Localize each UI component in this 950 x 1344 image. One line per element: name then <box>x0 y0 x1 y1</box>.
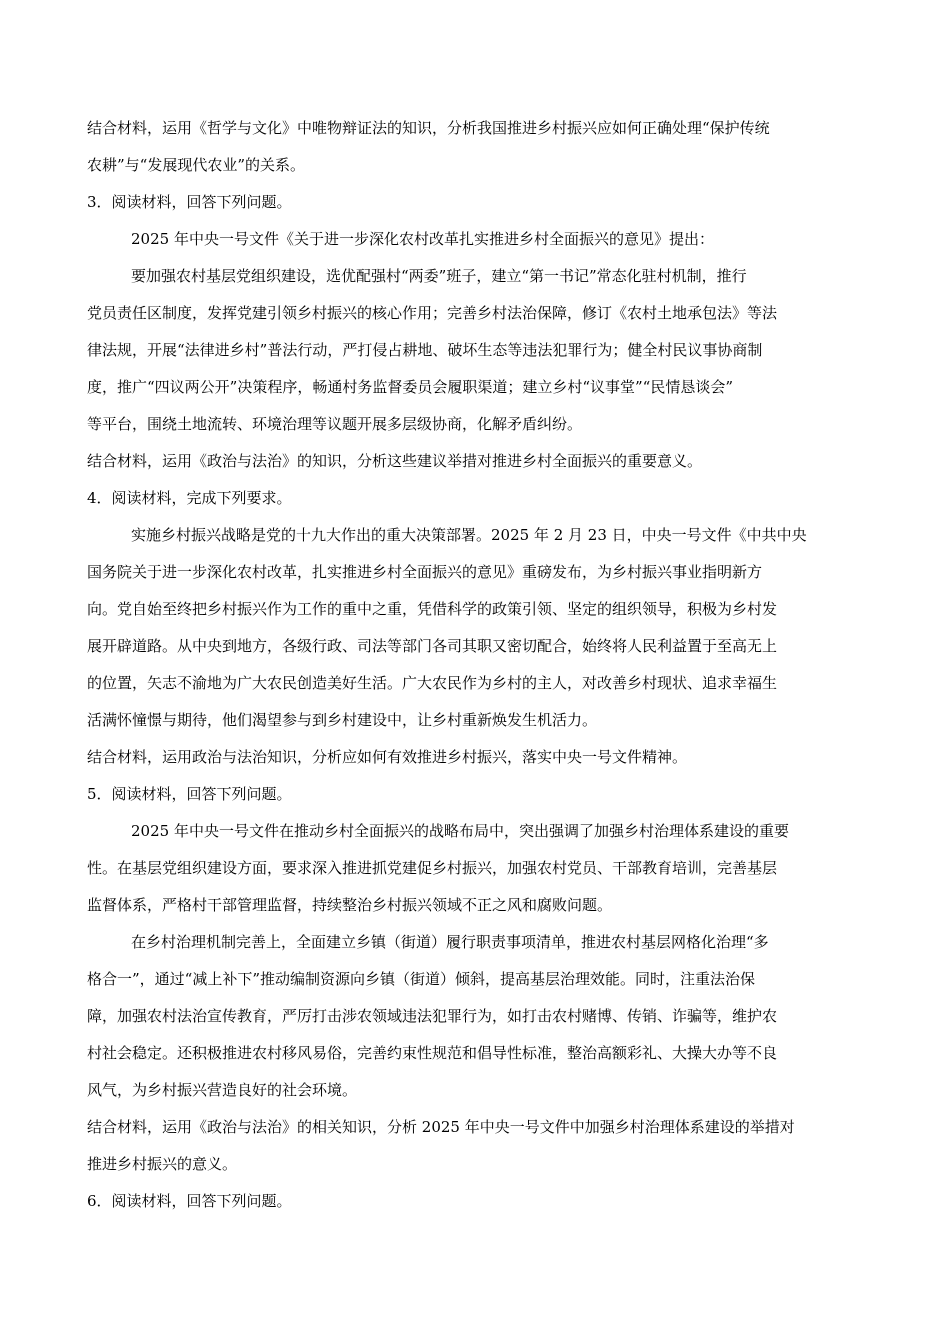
q4-heading: 4．阅读材料，完成下列要求。 <box>87 489 292 507</box>
q6-heading: 6．阅读材料，回答下列问题。 <box>87 1192 292 1210</box>
q2-question-tail <box>87 110 867 184</box>
q4-question: 结合材料，运用政治与法治知识，分析应如何有效推进乡村振兴，落实中央一号文件精神。 <box>87 748 688 766</box>
q4-material-line: 展开辟道路。从中央到地方，各级行政、司法等部门各司其职又密切配合，始终将人民利益置于至高无上 <box>87 637 778 655</box>
q4-material-line: 向。党自始至终把乡村振兴作为工作的重中之重，凭借科学的政策引领、坚定的组织领导，积极为乡村发 <box>87 600 778 618</box>
q5-material-line: 障，加强农村法治宣传教育，严厉打击涉农领域违法犯罪行为，如打击农村赌博、传销、诈骗等，维护农 <box>87 1007 778 1025</box>
q3-section <box>87 184 867 480</box>
q5-section <box>87 776 867 1183</box>
q5-question-line: 结合材料，运用《政治与法治》的相关知识，分析 2025 年中央一号文件中加强乡村治理体系建设的举措对 <box>87 1118 795 1136</box>
q2-question-line: 农耕”与“发展现代农业”的关系。 <box>87 156 306 174</box>
q3-question: 结合材料，运用《政治与法治》的知识，分析这些建议举措对推进乡村全面振兴的重要意义。 <box>87 452 703 470</box>
q4-material-line: 活满怀憧憬与期待，他们渴望参与到乡村建设中，让乡村重新焕发生机活力。 <box>87 711 598 729</box>
q5-material-line: 格合一”，通过“减上补下”推动编制资源向乡镇（街道）倾斜，提高基层治理效能。同时，注重法治保 <box>87 970 756 988</box>
q5-material-line: 2025 年中央一号文件在推动乡村全面振兴的战略布局中，突出强调了加强乡村治理体系建设的重要 <box>131 822 789 840</box>
q3-material-line: 党员责任区制度，发挥党建引领乡村振兴的核心作用；完善乡村法治保障，修订《农村土地承包法》等法 <box>87 304 778 322</box>
q6-section <box>87 1183 867 1220</box>
q5-question-line: 推进乡村振兴的意义。 <box>87 1155 238 1173</box>
q4-material-line: 的位置，矢志不渝地为广大农民创造美好生活。广大农民作为乡村的主人，对改善乡村现状、追求幸福生 <box>87 674 778 692</box>
q5-material-line: 风气，为乡村振兴营造良好的社会环境。 <box>87 1081 358 1099</box>
q5-material-line: 在乡村治理机制完善上，全面建立乡镇（街道）履行职责事项清单，推进农村基层网格化治理“多 <box>131 933 769 951</box>
q4-material-line: 实施乡村振兴战略是党的十九大作出的重大决策部署。2025 年 2 月 23 日，中央一号文件《中共中央 <box>131 526 807 544</box>
q3-intro: 2025 年中央一号文件《关于进一步深化农村改革扎实推进乡村全面振兴的意见》提出： <box>131 230 714 248</box>
q3-heading: 3．阅读材料，回答下列问题。 <box>87 193 292 211</box>
q5-material-line: 监督体系，严格村干部管理监督，持续整治乡村振兴领域不正之风和腐败问题。 <box>87 896 613 914</box>
q4-section <box>87 480 867 776</box>
q2-question-line: 结合材料，运用《哲学与文化》中唯物辩证法的知识，分析我国推进乡村振兴应如何正确处理“保护传统 <box>87 119 770 137</box>
q5-material-line: 村社会稳定。还积极推进农村移风易俗，完善约束性规范和倡导性标准，整治高额彩礼、大操大办等不良 <box>87 1044 778 1062</box>
q5-material-line: 性。在基层党组织建设方面，要求深入推进抓党建促乡村振兴，加强农村党员、干部教育培训，完善基层 <box>87 859 778 877</box>
q3-material-line: 等平台，围绕土地流转、环境治理等议题开展多层级协商，化解矛盾纠纷。 <box>87 415 583 433</box>
q5-heading: 5．阅读材料，回答下列问题。 <box>87 785 292 803</box>
q4-material-line: 国务院关于进一步深化农村改革，扎实推进乡村全面振兴的意见》重磅发布，为乡村振兴事业指明新方 <box>87 563 763 581</box>
q3-material-line: 律法规，开展“法律进乡村”普法行动，严打侵占耕地、破坏生态等违法犯罪行为；健全村民议事协商制 <box>87 341 763 359</box>
q3-material-line: 要加强农村基层党组织建设，选优配强村“两委”班子，建立“第一书记”常态化驻村机制，推行 <box>131 267 747 285</box>
q3-material-line: 度，推广“四议两公开”决策程序，畅通村务监督委员会履职渠道；建立乡村“议事堂”“民情恳谈会” <box>87 378 734 396</box>
